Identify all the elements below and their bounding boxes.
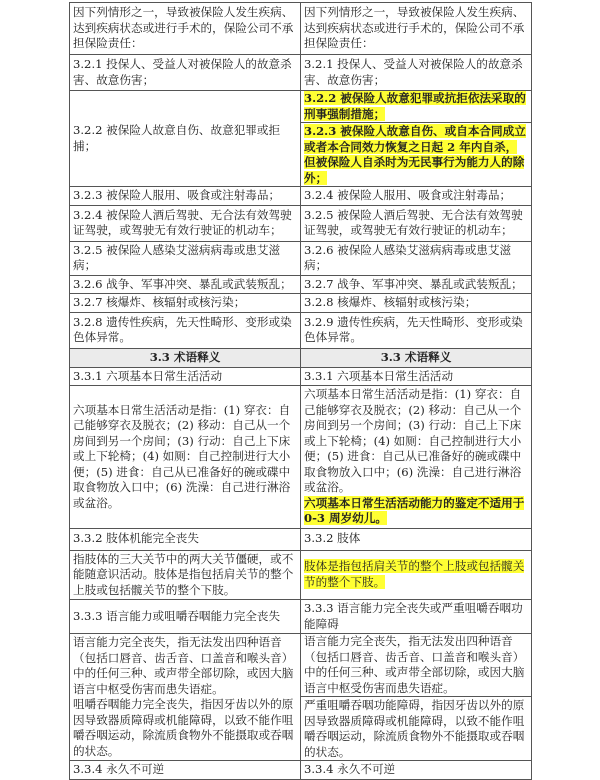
new-clause-cell: 3.2.4 被保险人服用、吸食或注射毒品；	[301, 187, 532, 206]
table-row	[70, 634, 532, 761]
added-text-highlight: 3.2.3 被保险人故意自伤、或自本合同成立或者本合同效力恢复之日起 2 年内自杀，但被保险人自杀时为无民事行为能力人的除外；	[304, 124, 526, 185]
table-row	[70, 528, 532, 550]
comparison-table	[69, 2, 532, 780]
definition-text: 严重咀嚼吞咽功能障碍，指因牙齿以外的原因导致器质障碍或机能障碍，以致不能作咀嚼吞咽运动，除流质食物外不能摄取或吞咽的状态。	[301, 696, 531, 760]
old-clause-cell: 3.2.4 被保险人酒后驾驶、无合法有效驾驶证驾驶，或驾驶无有效行驶证的机动车；	[70, 205, 301, 241]
table-row	[70, 91, 532, 187]
new-clause-cell: 3.3.3 语言能力完全丧失或严重咀嚼吞咽功能障碍	[301, 600, 532, 634]
table-row	[70, 367, 532, 386]
old-clause-cell: 3.3.3 语言能力或咀嚼吞咽能力完全丧失	[70, 600, 301, 634]
old-clause-cell: 3.3.1 六项基本日常生活活动	[70, 367, 301, 386]
definition-text: 语言能力完全丧失，指无法发出四种语音（包括口唇音、齿舌音、口盖音和喉头音）中的任何三种、或声带全部切除，或因大脑语言中枢受伤害而患失语症。	[304, 634, 525, 695]
new-clause-cell: 3.2.1 投保人、受益人对被保险人的故意杀害、故意伤害；	[301, 55, 532, 91]
new-clause-cell: 3.2.9 遗传性疾病，先天性畸形、变形或染色体异常。	[301, 312, 532, 348]
new-clause-cell	[301, 550, 532, 600]
table-row	[70, 386, 532, 529]
table-row	[70, 550, 532, 600]
old-clause-cell: 指肢体的三大关节中的两大关节僵硬，或不能随意识活动。肢体是指包括肩关节的整个上肢或包括髋关节的整个下肢。	[70, 550, 301, 600]
table-row	[70, 761, 532, 780]
section-heading-old: 3.3 术语释义	[70, 348, 301, 367]
table-row	[70, 55, 532, 91]
old-clause-cell: 3.3.2 肢体机能完全丧失	[70, 528, 301, 550]
definition-text: 语言能力完全丧失，指无法发出四种语音（包括口唇音、齿舌音、口盖音和喉头音）中的任何三种、或声带全部切除，或因大脑语言中枢受伤害而患失语症。	[73, 635, 294, 696]
old-clause-cell: 因下列情形之一，导致被保险人发生疾病、达到疾病状态或进行手术的，保险公司不承担保险责任：	[70, 3, 301, 55]
table-row	[70, 275, 532, 294]
new-clause-cell	[301, 386, 532, 529]
new-clause-cell: 3.3.2 肢体	[301, 528, 532, 550]
new-clause-cell: 3.2.8 核爆炸、核辐射或核污染；	[301, 294, 532, 313]
new-clause-cell: 3.2.6 被保险人感染艾滋病病毒或患艾滋病；	[301, 241, 532, 275]
old-clause-cell: 3.2.6 战争、军事冲突、暴乱或武装叛乱；	[70, 275, 301, 294]
table-row	[70, 187, 532, 206]
old-clause-cell: 3.2.7 核爆炸、核辐射或核污染；	[70, 294, 301, 313]
table-row	[70, 294, 532, 313]
new-clause-cell	[301, 91, 532, 187]
definition-text: 六项基本日常生活活动是指：(1) 穿衣：自己能够穿衣及脱衣；(2) 移动：自己从一个房间到另一个房间；(3) 行动：自己上下床或上下轮椅；(4) 如厕：自己控制进行大小便；(5) 进食：自己从已准备好的碗或碟中取食物放入口中；(6) 洗澡：自己进行淋浴或盆浴。	[304, 387, 522, 494]
table-row	[70, 3, 532, 55]
new-clause-cell: 3.2.7 战争、军事冲突、暴乱或武装叛乱；	[301, 275, 532, 294]
old-clause-cell: 3.2.8 遗传性疾病，先天性畸形、变形或染色体异常。	[70, 312, 301, 348]
section-heading-row	[70, 348, 532, 367]
old-clause-cell: 3.2.3 被保险人服用、吸食或注射毒品；	[70, 187, 301, 206]
added-text-highlight: 3.2.2 被保险人故意犯罪或抗拒依法采取的刑事强制措施；	[304, 91, 526, 121]
added-text-highlight: 六项基本日常生活活动能力的鉴定不适用于 0-3 周岁幼儿。	[304, 495, 525, 525]
definition-text: 咀嚼吞咽能力完全丧失，指因牙齿以外的原因导致器质障碍或机能障碍，以致不能作咀嚼吞咽运动，除流质食物外不能摄取或吞咽的状态。	[73, 697, 294, 758]
old-clause-cell: 3.2.1 投保人、受益人对被保险人的故意杀害、故意伤害；	[70, 55, 301, 91]
table-row	[70, 600, 532, 634]
table-row	[70, 241, 532, 275]
added-text-highlight: 肢体是指包括肩关节的整个上肢或包括髋关节的整个下肢。	[304, 559, 525, 589]
old-clause-cell: 3.3.4 永久不可逆	[70, 761, 301, 780]
new-clause-cell: 3.2.5 被保险人酒后驾驶、无合法有效驾驶证驾驶，或驾驶无有效行驶证的机动车；	[301, 205, 532, 241]
new-clause-cell: 因下列情形之一，导致被保险人发生疾病、达到疾病状态或进行手术的，保险公司不承担保险责任：	[301, 3, 532, 55]
table-row	[70, 205, 532, 241]
old-clause-cell	[70, 634, 301, 761]
new-clause-cell	[301, 634, 532, 761]
new-clause-cell: 3.3.4 永久不可逆	[301, 761, 532, 780]
old-clause-cell: 3.2.5 被保险人感染艾滋病病毒或患艾滋病；	[70, 241, 301, 275]
section-heading-new: 3.3 术语释义	[301, 348, 532, 367]
new-clause-cell: 3.3.1 六项基本日常生活活动	[301, 367, 532, 386]
old-clause-cell: 3.2.2 被保险人故意自伤、故意犯罪或拒捕；	[70, 91, 301, 187]
old-clause-cell: 六项基本日常生活活动是指：(1) 穿衣：自己能够穿衣及脱衣；(2) 移动：自己从一个房间到另一个房间；(3) 行动：自己上下床或上下轮椅；(4) 如厕：自己控制进行大小便；(5) 进食：自己从已准备好的碗或碟中取食物放入口中；(6) 洗澡：自己进行淋浴或盆浴。	[70, 386, 301, 529]
table-row	[70, 312, 532, 348]
